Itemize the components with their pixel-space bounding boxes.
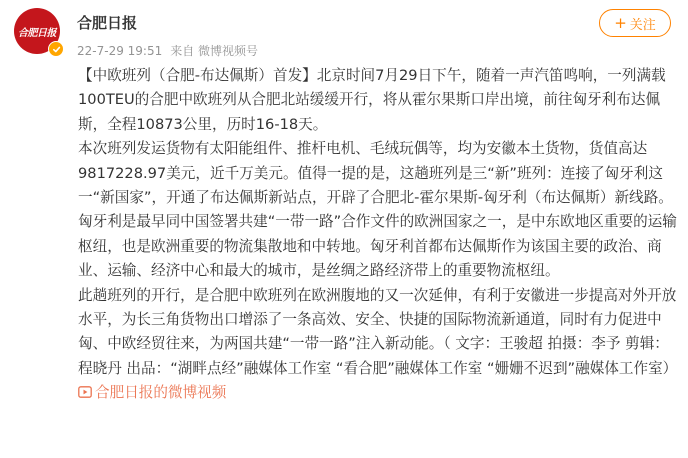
video-play-icon [78,385,92,399]
post-paragraph-3: 匈牙利是最早同中国签署共建“一带一路”合作文件的欧洲国家之一，是中东欧地区重要的运输枢纽，也是欧洲重要的物流集散地和中转地。匈牙利首都布达佩斯作为该国主要的政治、商业、运输、经济中心和最大的城市，是丝绸之路经济带上的重要物流枢纽。 [78,213,677,280]
post-paragraph-4 [78,284,678,406]
post-paragraph-2: 本次班列发运货物有太阳能组件、推杆电机、毛绒玩偶等，均为安徽本土货物，货值高达9817228.97美元，近千万美元。值得一提的是，这趟班列是三“新”班列：连接了匈牙利这一“新国家”，开通了布达佩斯新站点，开辟了合肥北-霍尔果斯-匈牙利（布达佩斯）新线路。 [78,140,673,207]
post-paragraph-4-text: 此趟班列的开行，是合肥中欧班列在欧洲腹地的又一次延伸，有利于安徽进一步提高对外开放水平，为长三角货物出口增添了一条高效、安全、快捷的国际物流新通道，同时有力促进中匈、中欧经贸往来，为两国共建“一带一路”注入新动能。（ 文字：王骏超 拍摄：李予 剪辑：程晓丹 出品：“湖畔点经”融媒体工作室 “看合肥”融媒体工作室 “姗姗不迟到”融媒体工作室） [78,286,678,377]
video-source-label: 合肥日报的微博视频 [95,384,227,402]
follow-button[interactable] [599,9,671,37]
post-content [78,64,678,406]
post-header [0,0,688,64]
verified-badge-icon [48,41,64,57]
video-source-link[interactable] [78,384,226,401]
post-paragraph-1: 【中欧班列（合肥-布达佩斯）首发】北京时间7月29日下午，随着一声汽笛鸣响，一列满载100TEU的合肥中欧班列从合肥北站缓缓开行，将从霍尔果斯口岸出境，前往匈牙利布达佩斯，全程10873公里，历时16-18天。 [78,67,666,133]
plus-icon: + [614,13,627,32]
post-timestamp[interactable]: 22-7-29 19:51 [77,44,163,58]
post-meta [77,42,258,59]
post-source: 来自 微博视频号 [170,44,259,58]
avatar-logo-text: 合肥日报 [18,27,56,39]
username[interactable]: 合肥日报 [77,14,138,32]
follow-label: 关注 [629,17,656,33]
